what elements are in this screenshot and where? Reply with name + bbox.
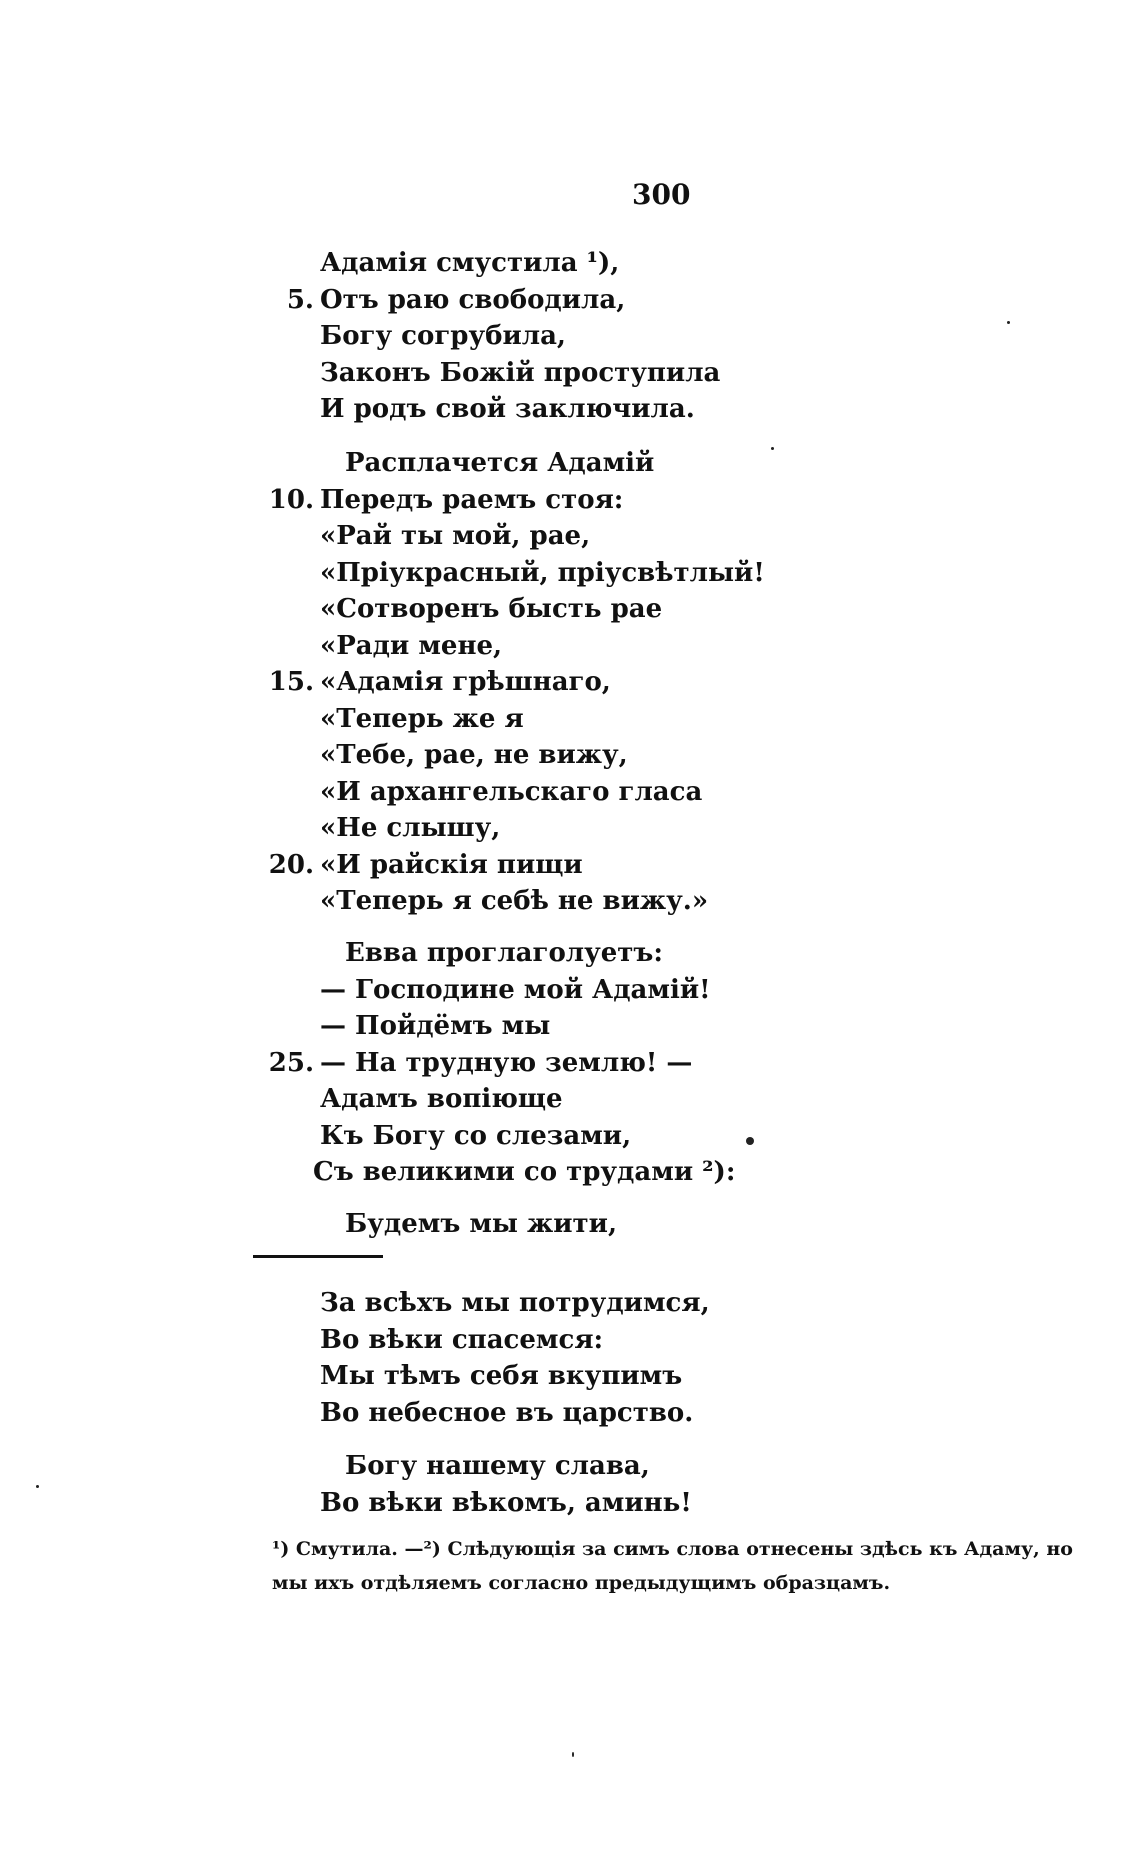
verse-line	[0, 972, 1140, 1009]
line-number: 5.	[286, 284, 314, 315]
line-number: 20.	[268, 849, 314, 880]
scan-speck	[572, 1752, 574, 1757]
verse-text: Передъ раемъ стоя:	[320, 484, 624, 515]
verse-text: Богу нашему слава,	[345, 1451, 650, 1481]
scan-speck	[36, 1485, 39, 1488]
stanza-1	[0, 245, 1140, 428]
verse-text: Съ великими со трудами ²):	[313, 1157, 736, 1187]
verse-line	[0, 1118, 1140, 1155]
verse-text: Законъ Божій проступила	[320, 357, 721, 388]
verse-text: И родъ свой заключила.	[320, 394, 695, 424]
verse-text: Во вѣки спасемся:	[320, 1324, 604, 1355]
stanza-5	[0, 1285, 1140, 1431]
verse-line	[0, 1081, 1140, 1118]
footnote-line: ¹) Смутила. —²) Слѣдующія за симъ слова отнесены здѣсь къ Адаму, но	[272, 1538, 1073, 1560]
stanza-4	[0, 1206, 1140, 1243]
verse-line	[0, 518, 1140, 555]
verse-text: «Пріукрасный, пріусвѣтлый!	[320, 557, 765, 588]
verse-text: — Пойдёмъ мы	[320, 1011, 551, 1041]
verse-line	[0, 555, 1140, 592]
verse-text: «Тебе, рае, не вижу,	[320, 740, 628, 770]
stanza-6	[0, 1448, 1140, 1521]
verse-line	[0, 355, 1140, 392]
verse-text: Мы тѣмъ себя вкупимъ	[320, 1361, 683, 1391]
line-number: 15.	[268, 667, 314, 697]
verse-text: «Не слышу,	[320, 813, 501, 843]
verse-text: «Ради мене,	[320, 630, 503, 661]
verse-text: «Рай ты мой, рае,	[320, 521, 591, 551]
verse-text: Во небесное въ царство.	[320, 1397, 694, 1428]
verse-text: «Сотворенъ бысть рае	[320, 594, 663, 624]
verse-text: Адамъ вопіюще	[320, 1084, 563, 1114]
verse-line	[0, 935, 1140, 972]
verse-line	[0, 1008, 1140, 1045]
verse-line	[0, 1448, 1140, 1485]
footnotes	[272, 1532, 1073, 1600]
verse-text: Адамія смустила ¹),	[320, 248, 620, 278]
scan-speck	[1007, 321, 1010, 324]
verse-text: «Адамія грѣшнаго,	[320, 667, 611, 697]
footnote-line: мы ихъ отдѣляемъ согласно предыдущимъ образцамъ.	[272, 1572, 891, 1594]
verse-text: Къ Богу со слезами,	[320, 1120, 632, 1151]
verse-line	[0, 774, 1140, 811]
verse-line	[0, 737, 1140, 774]
verse-line	[0, 883, 1140, 920]
verse-text: «И райскія пищи	[320, 849, 583, 880]
verse-text: Будемъ мы жити,	[345, 1209, 617, 1239]
verse-line	[0, 1485, 1140, 1522]
verse-text: «Теперь я себѣ не вижу.»	[320, 886, 709, 916]
verse-text: Расплачется Адамій	[345, 448, 655, 478]
verse-text: — На трудную землю! —	[320, 1047, 693, 1078]
page-number: 300	[632, 178, 691, 211]
verse-line	[0, 318, 1140, 355]
verse-line	[0, 591, 1140, 628]
separator-rule	[253, 1255, 383, 1258]
verse-line	[0, 445, 1140, 482]
stanza-3	[0, 935, 1140, 1191]
stanza-2	[0, 445, 1140, 920]
line-number: 25.	[268, 1047, 314, 1078]
verse-text: — Господине мой Адамій!	[320, 974, 711, 1005]
verse-text: Во вѣки вѣкомъ, аминь!	[320, 1487, 692, 1518]
verse-line	[0, 664, 1140, 701]
verse-line	[0, 810, 1140, 847]
verse-line	[0, 282, 1140, 319]
verse-line	[0, 1206, 1140, 1243]
verse-line	[0, 391, 1140, 428]
verse-line	[0, 847, 1140, 884]
verse-line	[0, 1358, 1140, 1395]
verse-line	[0, 1285, 1140, 1322]
verse-text: Евва проглаголуетъ:	[345, 938, 663, 968]
verse-line	[0, 1154, 1140, 1191]
verse-text: За всѣхъ мы потрудимся,	[320, 1288, 710, 1318]
verse-line	[0, 1395, 1140, 1432]
verse-line	[0, 1322, 1140, 1359]
verse-text: «И архангельскаго гласа	[320, 776, 703, 807]
verse-line	[0, 701, 1140, 738]
verse-text: Богу согрубила,	[320, 321, 566, 351]
verse-text: «Теперь же я	[320, 703, 524, 734]
verse-line	[0, 482, 1140, 519]
verse-text: Отъ раю свободила,	[320, 284, 626, 315]
verse-line	[0, 245, 1140, 282]
verse-line	[0, 1045, 1140, 1082]
scan-speck	[771, 447, 774, 450]
verse-line	[0, 628, 1140, 665]
line-number: 10.	[268, 484, 314, 515]
scan-speck	[746, 1137, 754, 1145]
